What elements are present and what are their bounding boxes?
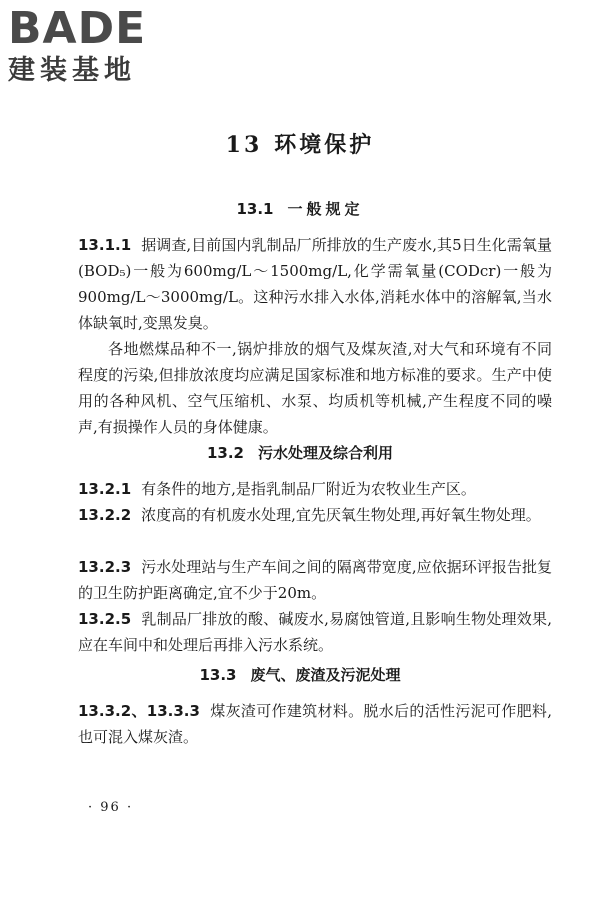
clause-number: 13.2.1 <box>78 480 132 498</box>
section-title: 污水处理及综合利用 <box>258 444 394 462</box>
section-number: 13.3 <box>199 666 237 684</box>
clause-number: 13.2.5 <box>78 610 132 628</box>
clause-13-2-2 <box>78 502 552 528</box>
clause-number: 13.2.3 <box>78 558 132 576</box>
page-number: · 96 · <box>88 800 134 815</box>
clause-13-2-5 <box>78 606 552 658</box>
chapter-title-text: 环境保护 <box>274 132 375 158</box>
section-heading-13-2 <box>0 442 600 463</box>
logo-latin: BADE <box>8 3 147 54</box>
paragraph-13-1-1-continued: 各地燃煤品种不一,锅炉排放的烟气及煤灰渣,对大气和环境有不同程度的污染,但排放浓度均应满足国家标准和地方标准的要求。生产中使用的各种风机、空气压缩机、水泵、均质机等机械,产生程度不同的噪声,有损操作人员的身体健康。 <box>78 340 552 436</box>
section-number: 13.2 <box>206 444 244 462</box>
clause-text: 乳制品厂排放的酸、碱废水,易腐蚀管道,且影响生物处理效果,应在车间中和处理后再排入污水系统。 <box>78 610 552 654</box>
clause-number: 13.3.2、13.3.3 <box>78 702 200 720</box>
clause-text: 据调查,目前国内乳制品厂所排放的生产废水,其5日生化需氧量(BOD₅)一般为600mg/L～1500mg/L,化学需氧量(CODcr)一般为900mg/L～3000mg/L。这种污水排入水体,消耗水体中的溶解氧,当水体缺氧时,变黑发臭。 <box>78 236 552 332</box>
clause-number: 13.1.1 <box>78 236 132 254</box>
clause-13-2-1 <box>78 476 552 502</box>
clause-13-3-2-13-3-3 <box>78 698 552 750</box>
clause-text: 污水处理站与生产车间之间的隔离带宽度,应依据环评报告批复的卫生防护距离确定,宜不少于20m。 <box>78 558 552 602</box>
section-number: 13.1 <box>236 200 274 218</box>
chapter-number: 13 <box>225 132 263 158</box>
clause-13-2-3 <box>78 554 552 606</box>
section-title: 废气、废渣及污泥处理 <box>250 666 401 684</box>
section-heading-13-1 <box>0 198 600 219</box>
clause-number: 13.2.2 <box>78 506 132 524</box>
section-heading-13-3 <box>0 664 600 685</box>
clause-text: 浓度高的有机废水处理,宜先厌氧生物处理,再好氧生物处理。 <box>141 506 541 524</box>
logo <box>8 4 178 88</box>
clause-text: 煤灰渣可作建筑材料。脱水后的活性污泥可作肥料,也可混入煤灰渣。 <box>78 702 552 746</box>
chapter-title <box>0 128 600 159</box>
clause-text: 有条件的地方,是指乳制品厂附近为农牧业生产区。 <box>141 480 476 498</box>
logo-chinese: 建装基地 <box>8 55 136 86</box>
clause-13-1-1 <box>78 232 552 336</box>
section-title: 一般规定 <box>287 200 364 218</box>
